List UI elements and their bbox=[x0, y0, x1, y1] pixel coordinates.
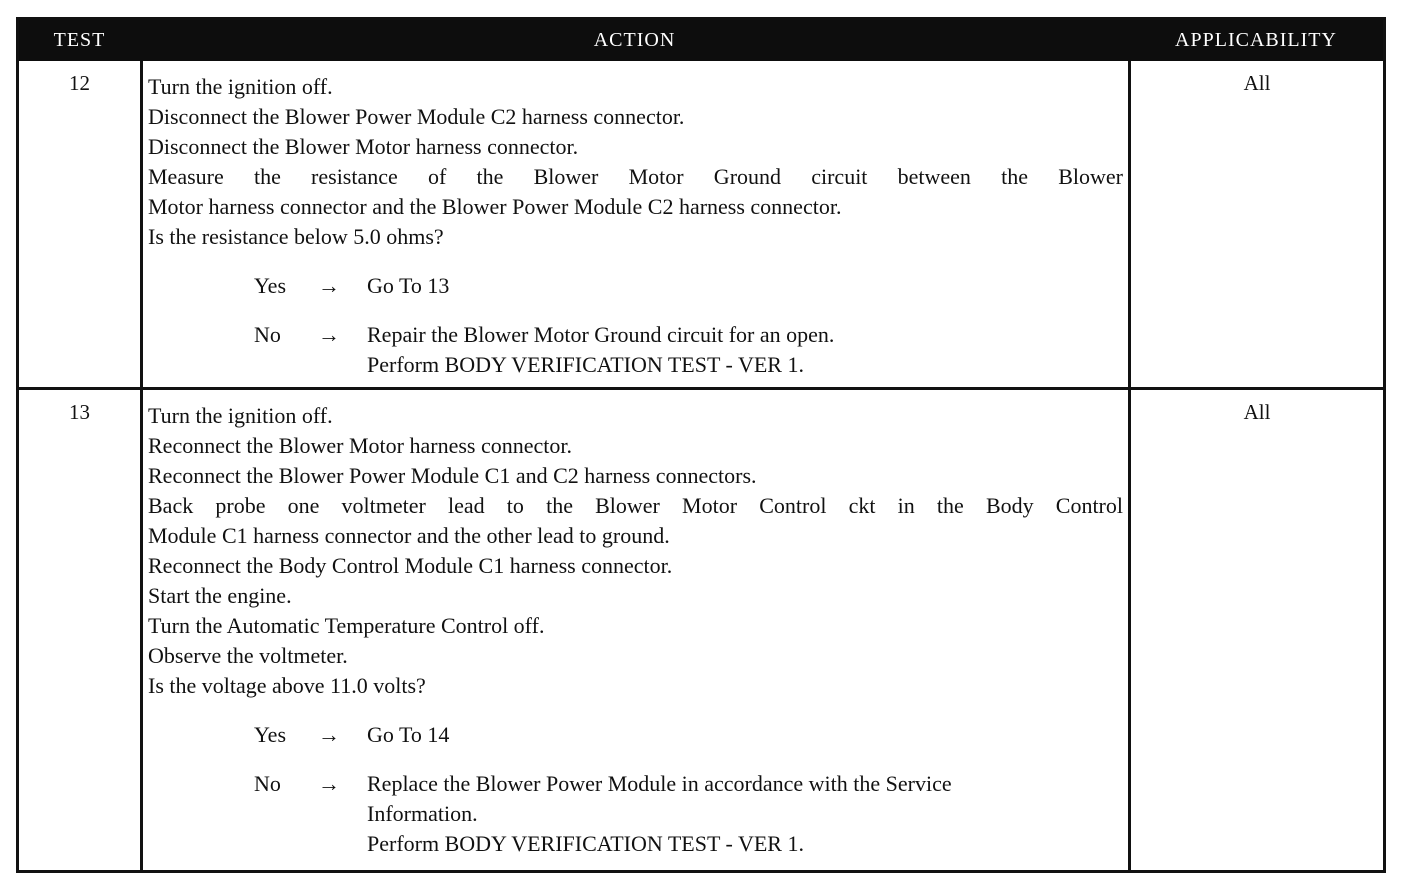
header-action: ACTION bbox=[593, 29, 676, 51]
step-text: Is the voltage above 11.0 volts? bbox=[148, 673, 426, 698]
step-text: Motor harness connector and the Blower Power Module C2 harness connector. bbox=[148, 194, 842, 219]
header-applicability: APPLICABILITY bbox=[1175, 29, 1337, 51]
table-row bbox=[19, 390, 1383, 870]
step-text: Turn the ignition off. bbox=[148, 74, 333, 99]
yes-result: Go To 14 bbox=[367, 722, 450, 747]
yes-label: Yes bbox=[254, 273, 287, 298]
yes-branch bbox=[148, 271, 1123, 301]
arrow-right-icon: → bbox=[318, 771, 340, 796]
no-result: Perform BODY VERIFICATION TEST - VER 1. bbox=[367, 831, 804, 856]
yes-result: Go To 13 bbox=[367, 273, 450, 298]
no-result: Replace the Blower Power Module in accordance with the Service bbox=[367, 771, 952, 796]
step-text: Start the engine. bbox=[148, 583, 292, 608]
no-branch bbox=[148, 769, 1123, 859]
step-text: Reconnect the Blower Motor harness connector. bbox=[148, 433, 572, 458]
arrow-right-icon: → bbox=[318, 322, 340, 347]
no-result: Repair the Blower Motor Ground circuit for an open. bbox=[367, 322, 835, 347]
step-text: Disconnect the Blower Motor harness connector. bbox=[148, 134, 579, 159]
test-number: 13 bbox=[69, 400, 90, 424]
table-row bbox=[19, 61, 1383, 387]
test-number: 12 bbox=[69, 71, 90, 95]
step-text: Reconnect the Body Control Module C1 harness connector. bbox=[148, 553, 673, 578]
no-result: Information. bbox=[367, 801, 478, 826]
applicability-value: All bbox=[1243, 71, 1271, 95]
step-text: Reconnect the Blower Power Module C1 and C2 harness connectors. bbox=[148, 463, 757, 488]
applicability-value: All bbox=[1243, 400, 1271, 424]
diagnostic-table bbox=[16, 17, 1386, 873]
yes-label: Yes bbox=[254, 722, 287, 747]
step-text: Module C1 harness connector and the other lead to ground. bbox=[148, 523, 670, 548]
table-header bbox=[19, 20, 1383, 61]
step-text: Observe the voltmeter. bbox=[148, 643, 348, 668]
no-result: Perform BODY VERIFICATION TEST - VER 1. bbox=[367, 352, 804, 377]
header-test: TEST bbox=[53, 29, 106, 51]
arrow-right-icon: → bbox=[318, 722, 340, 747]
step-text: Disconnect the Blower Power Module C2 harness connector. bbox=[148, 104, 685, 129]
action-cell bbox=[148, 401, 1123, 859]
step-text: Turn the Automatic Temperature Control off. bbox=[148, 613, 545, 638]
step-text: Measure the resistance of the Blower Motor Ground circuit between the Blower bbox=[148, 164, 1123, 189]
step-text: Turn the ignition off. bbox=[148, 403, 333, 428]
step-text: Is the resistance below 5.0 ohms? bbox=[148, 224, 444, 249]
step-text: Back probe one voltmeter lead to the Blower Motor Control ckt in the Body Control bbox=[148, 493, 1123, 518]
no-branch bbox=[148, 320, 1123, 380]
action-cell bbox=[148, 72, 1123, 380]
no-label: No bbox=[254, 322, 281, 347]
yes-branch bbox=[148, 720, 1123, 750]
no-label: No bbox=[254, 771, 281, 796]
arrow-right-icon: → bbox=[318, 273, 340, 298]
